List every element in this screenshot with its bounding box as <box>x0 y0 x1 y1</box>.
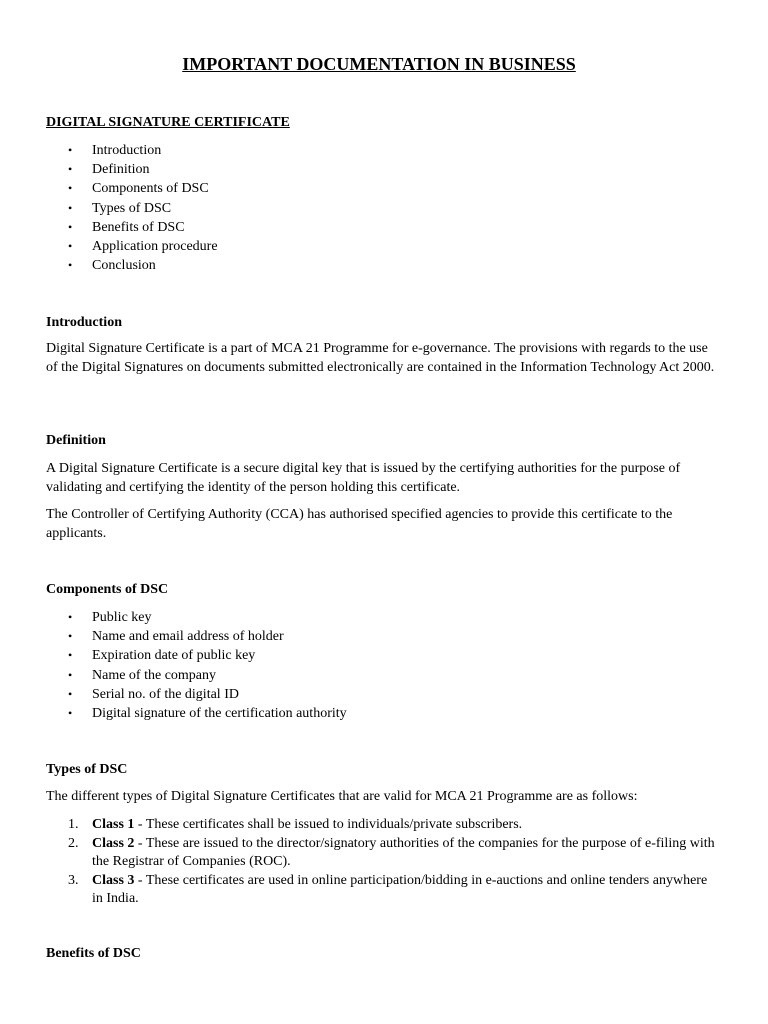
bullet-icon: • <box>68 162 73 177</box>
definition-paragraph-2: The Controller of Certifying Authority (CCA) has authorised specified agencies to provide this certificate to the applicants. <box>46 507 673 541</box>
types-intro-paragraph: The different types of Digital Signature Certificates that are valid for MCA 21 Programme are as follows: <box>46 789 638 804</box>
type-label: Class 1 <box>92 817 135 832</box>
list-number: 3. <box>68 873 79 888</box>
bullet-icon: • <box>68 181 73 196</box>
component-item <box>46 704 347 723</box>
toc-item <box>46 237 218 256</box>
list-number: 2. <box>68 836 79 851</box>
types-heading: Types of DSC <box>46 762 128 777</box>
component-item-label: Digital signature of the certification authority <box>92 705 347 721</box>
bullet-icon: • <box>68 258 73 273</box>
bullet-icon: • <box>68 648 73 663</box>
toc-item <box>46 199 218 218</box>
type-item <box>46 816 718 834</box>
toc-item-label: Conclusion <box>92 258 156 274</box>
component-item-label: Public key <box>92 610 152 625</box>
types-list <box>46 816 718 909</box>
bullet-icon: • <box>68 200 73 215</box>
type-description: - These certificates shall be issued to individuals/private subscribers. <box>134 817 523 832</box>
toc-item <box>46 218 218 237</box>
document-title: IMPORTANT DOCUMENTATION IN BUSINESS <box>182 54 576 74</box>
bullet-icon: • <box>68 238 73 253</box>
definition-paragraph-1: A Digital Signature Certificate is a secure digital key that is issued by the certifying authorities for the purpose of validating and certifying the identity of the person holding this certificate. <box>46 461 681 495</box>
component-item <box>46 608 347 627</box>
introduction-heading: Introduction <box>46 315 122 330</box>
toc-item-label: Application procedure <box>92 238 218 254</box>
type-description: - These are issued to the director/signatory authorities of the companies for the purpose of e-filing with the Registrar of Companies (ROC). <box>92 836 715 869</box>
components-list <box>46 608 347 723</box>
type-item <box>46 835 718 871</box>
bullet-icon: • <box>68 219 73 234</box>
component-item-label: Name of the company <box>92 667 217 683</box>
toc-item-label: Benefits of DSC <box>92 219 185 235</box>
toc-item <box>46 160 218 179</box>
introduction-paragraph: Digital Signature Certificate is a part of MCA 21 Programme for e-governance. The provisions with regards to the use of the Digital Signatures on documents submitted electronically are contained in the Information Technology Act 2000. <box>46 341 715 375</box>
bullet-icon: • <box>68 667 73 682</box>
toc-list <box>46 141 218 275</box>
toc-item-label: Types of DSC <box>92 200 172 216</box>
bullet-icon: • <box>68 143 73 157</box>
toc-item-label: Components of DSC <box>92 181 209 197</box>
toc-item-label: Definition <box>92 162 150 178</box>
bullet-icon: • <box>68 686 73 701</box>
component-item-label: Expiration date of public key <box>92 648 256 664</box>
type-label: Class 2 <box>92 836 135 851</box>
type-description: - These certificates are used in online participation/bidding in e-auctions and online tenders anywhere in India. <box>92 873 708 906</box>
component-item <box>46 627 347 646</box>
component-item-label: Name and email address of holder <box>92 629 284 645</box>
component-item <box>46 685 347 704</box>
type-label: Class 3 <box>92 873 135 888</box>
toc-item <box>46 141 218 160</box>
toc-item-label: Introduction <box>92 143 162 158</box>
toc-item <box>46 256 218 275</box>
list-number: 1. <box>68 817 79 832</box>
component-item-label: Serial no. of the digital ID <box>92 686 239 702</box>
definition-heading: Definition <box>46 433 106 448</box>
component-item <box>46 646 347 665</box>
type-item <box>46 872 718 908</box>
bullet-icon: • <box>68 705 73 720</box>
section-title: DIGITAL SIGNATURE CERTIFICATE <box>46 115 290 130</box>
component-item <box>46 666 347 685</box>
components-heading: Components of DSC <box>46 582 169 597</box>
toc-item <box>46 179 218 198</box>
benefits-heading: Benefits of DSC <box>46 946 141 961</box>
bullet-icon: • <box>68 610 73 624</box>
bullet-icon: • <box>68 629 73 644</box>
